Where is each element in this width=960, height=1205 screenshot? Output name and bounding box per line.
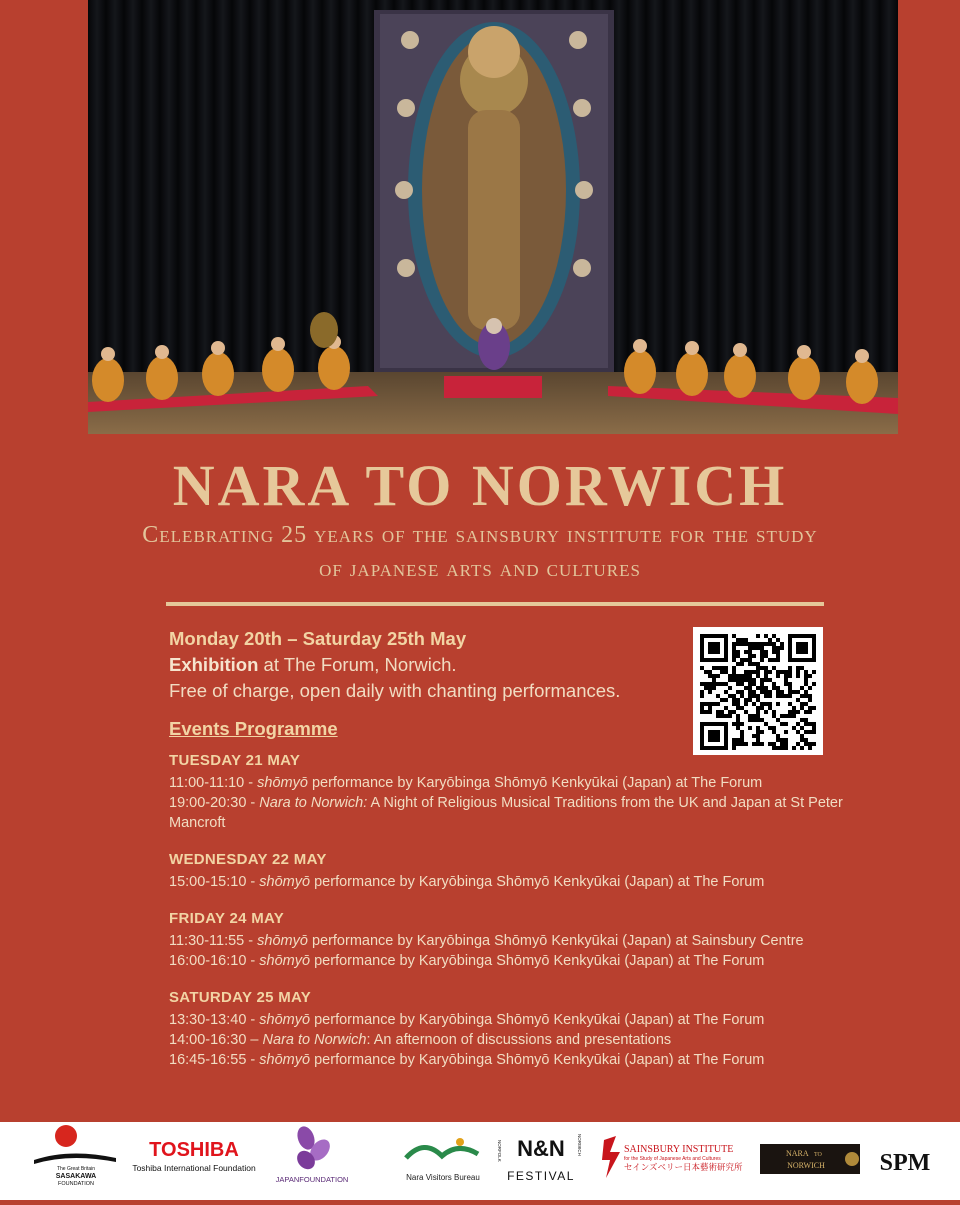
day-saturday [169, 989, 849, 1070]
event-item [169, 793, 849, 833]
page-title: NARA TO NORWICH [172, 453, 788, 518]
day-heading: WEDNESDAY 22 MAY [169, 851, 327, 868]
event-detail: performance by Karyōbinga Shōmyō Kenkyūkai (Japan) at The Forum [310, 1012, 765, 1028]
logo-to: TO [814, 1152, 822, 1158]
event-item [169, 773, 849, 793]
day-tuesday [169, 752, 849, 833]
logo-norwich: NORWICH [787, 1161, 825, 1170]
event-detail: performance by Karyōbinga Shōmyō Kenkyūkai (Japan) at The Forum [310, 874, 765, 890]
event-detail: performance by Karyōbinga Shōmyō Kenkyūkai (Japan) at The Forum [307, 775, 763, 791]
nara-bureau-text: Nara Visitors Bureau [406, 1173, 480, 1182]
exhibition-location [169, 652, 689, 678]
event-time: 15:00-15:10 - [169, 874, 260, 890]
qr-code[interactable] [693, 627, 823, 755]
sainsbury-japanese: セインズベリー日本藝術研究所 [624, 1163, 743, 1173]
day-heading: FRIDAY 24 MAY [169, 910, 285, 927]
event-detail: A Night of Religious Musical Traditions from the UK and Japan at St Peter Mancroft [169, 795, 843, 831]
hero-photo [88, 0, 898, 434]
festival-norwich: NORWICH [577, 1134, 582, 1156]
event-title: Nara to Norwich: [259, 795, 368, 811]
sainsbury-tagline: for the Study of Japanese Arts and Cultures [624, 1156, 721, 1162]
event-time: 11:00-11:10 - [169, 775, 258, 791]
exhibition-intro [169, 626, 689, 704]
event-time: 16:45-16:55 - [169, 1052, 260, 1068]
event-detail: performance by Karyōbinga Shōmyō Kenkyūkai (Japan) at Sainsbury Centre [307, 933, 804, 949]
event-title: shōmyō [259, 1052, 311, 1068]
japan-foundation-text: JAPANFOUNDATION [275, 1175, 349, 1184]
events-programme-heading[interactable]: Events Programme [169, 718, 338, 739]
event-time: 14:00-16:30 – [169, 1032, 263, 1048]
event-time: 11:30-11:55 - [169, 933, 258, 949]
event-time: 16:00-16:10 - [169, 953, 260, 969]
toshiba-logo [128, 1122, 260, 1200]
event-item [169, 931, 849, 951]
toshiba-wordmark: TOSHIBA [149, 1139, 239, 1161]
divider [166, 602, 824, 606]
event-item [169, 1030, 849, 1050]
day-friday [169, 910, 849, 971]
sainsbury-name: SAINSBURY INSTITUTE [624, 1144, 734, 1155]
festival-norfolk: NORFOLK [497, 1140, 502, 1162]
sasakawa-line3: FOUNDATION [58, 1181, 94, 1187]
event-title: Nara to Norwich [262, 1032, 367, 1048]
event-title: shōmyō [259, 1012, 311, 1028]
exhibition-word: Exhibition [169, 654, 259, 675]
toshiba-foundation: Toshiba International Foundation [132, 1163, 256, 1173]
event-item [169, 1010, 849, 1030]
sasakawa-logo [30, 1122, 122, 1200]
events-list [169, 752, 849, 1088]
sasakawa-line2: SASAKAWA [55, 1173, 97, 1180]
exhibition-venue: at The Forum, Norwich. [258, 654, 457, 675]
nara-visitors-bureau-logo [398, 1122, 488, 1200]
day-heading: SATURDAY 25 MAY [169, 989, 312, 1006]
event-title: shōmyō [257, 933, 308, 949]
nn-wordmark: N&N [517, 1136, 565, 1161]
event-title: shōmyō [257, 775, 308, 791]
day-wednesday [169, 851, 849, 892]
day-heading: TUESDAY 21 MAY [169, 752, 301, 769]
event-time: 13:30-13:40 - [169, 1012, 260, 1028]
event-item [169, 1050, 849, 1070]
event-item [169, 951, 849, 971]
logo-nara: NARA [786, 1149, 809, 1158]
sasakawa-line1: The Great Britain [56, 1166, 96, 1172]
sainsbury-institute-logo [596, 1122, 743, 1200]
event-time: 19:00-20:30 - [169, 795, 260, 811]
event-detail: : An afternoon of discussions and presentations [366, 1032, 672, 1048]
exhibition-dates: Monday 20th – Saturday 25th May [169, 628, 467, 649]
sponsor-strip [0, 1122, 960, 1200]
event-item [169, 872, 849, 892]
event-detail: performance by Karyōbinga Shōmyō Kenkyūkai (Japan) at The Forum [310, 953, 765, 969]
event-title: shōmyō [259, 953, 311, 969]
festival-text: FESTIVAL [507, 1169, 575, 1183]
nn-festival-logo [498, 1122, 584, 1200]
event-title: shōmyō [259, 874, 311, 890]
subtitle: Celebrating 25 years of the sainsbury institute for the study of japanese arts and cultures [142, 522, 818, 582]
spm-text: SPM [879, 1150, 931, 1176]
spm-logo [874, 1122, 936, 1200]
exhibition-info: Free of charge, open daily with chanting performances. [169, 680, 621, 701]
event-detail: performance by Karyōbinga Shōmyō Kenkyūkai (Japan) at The Forum [310, 1052, 765, 1068]
nara-to-norwich-logo [756, 1122, 866, 1200]
japan-foundation-logo [270, 1122, 354, 1200]
